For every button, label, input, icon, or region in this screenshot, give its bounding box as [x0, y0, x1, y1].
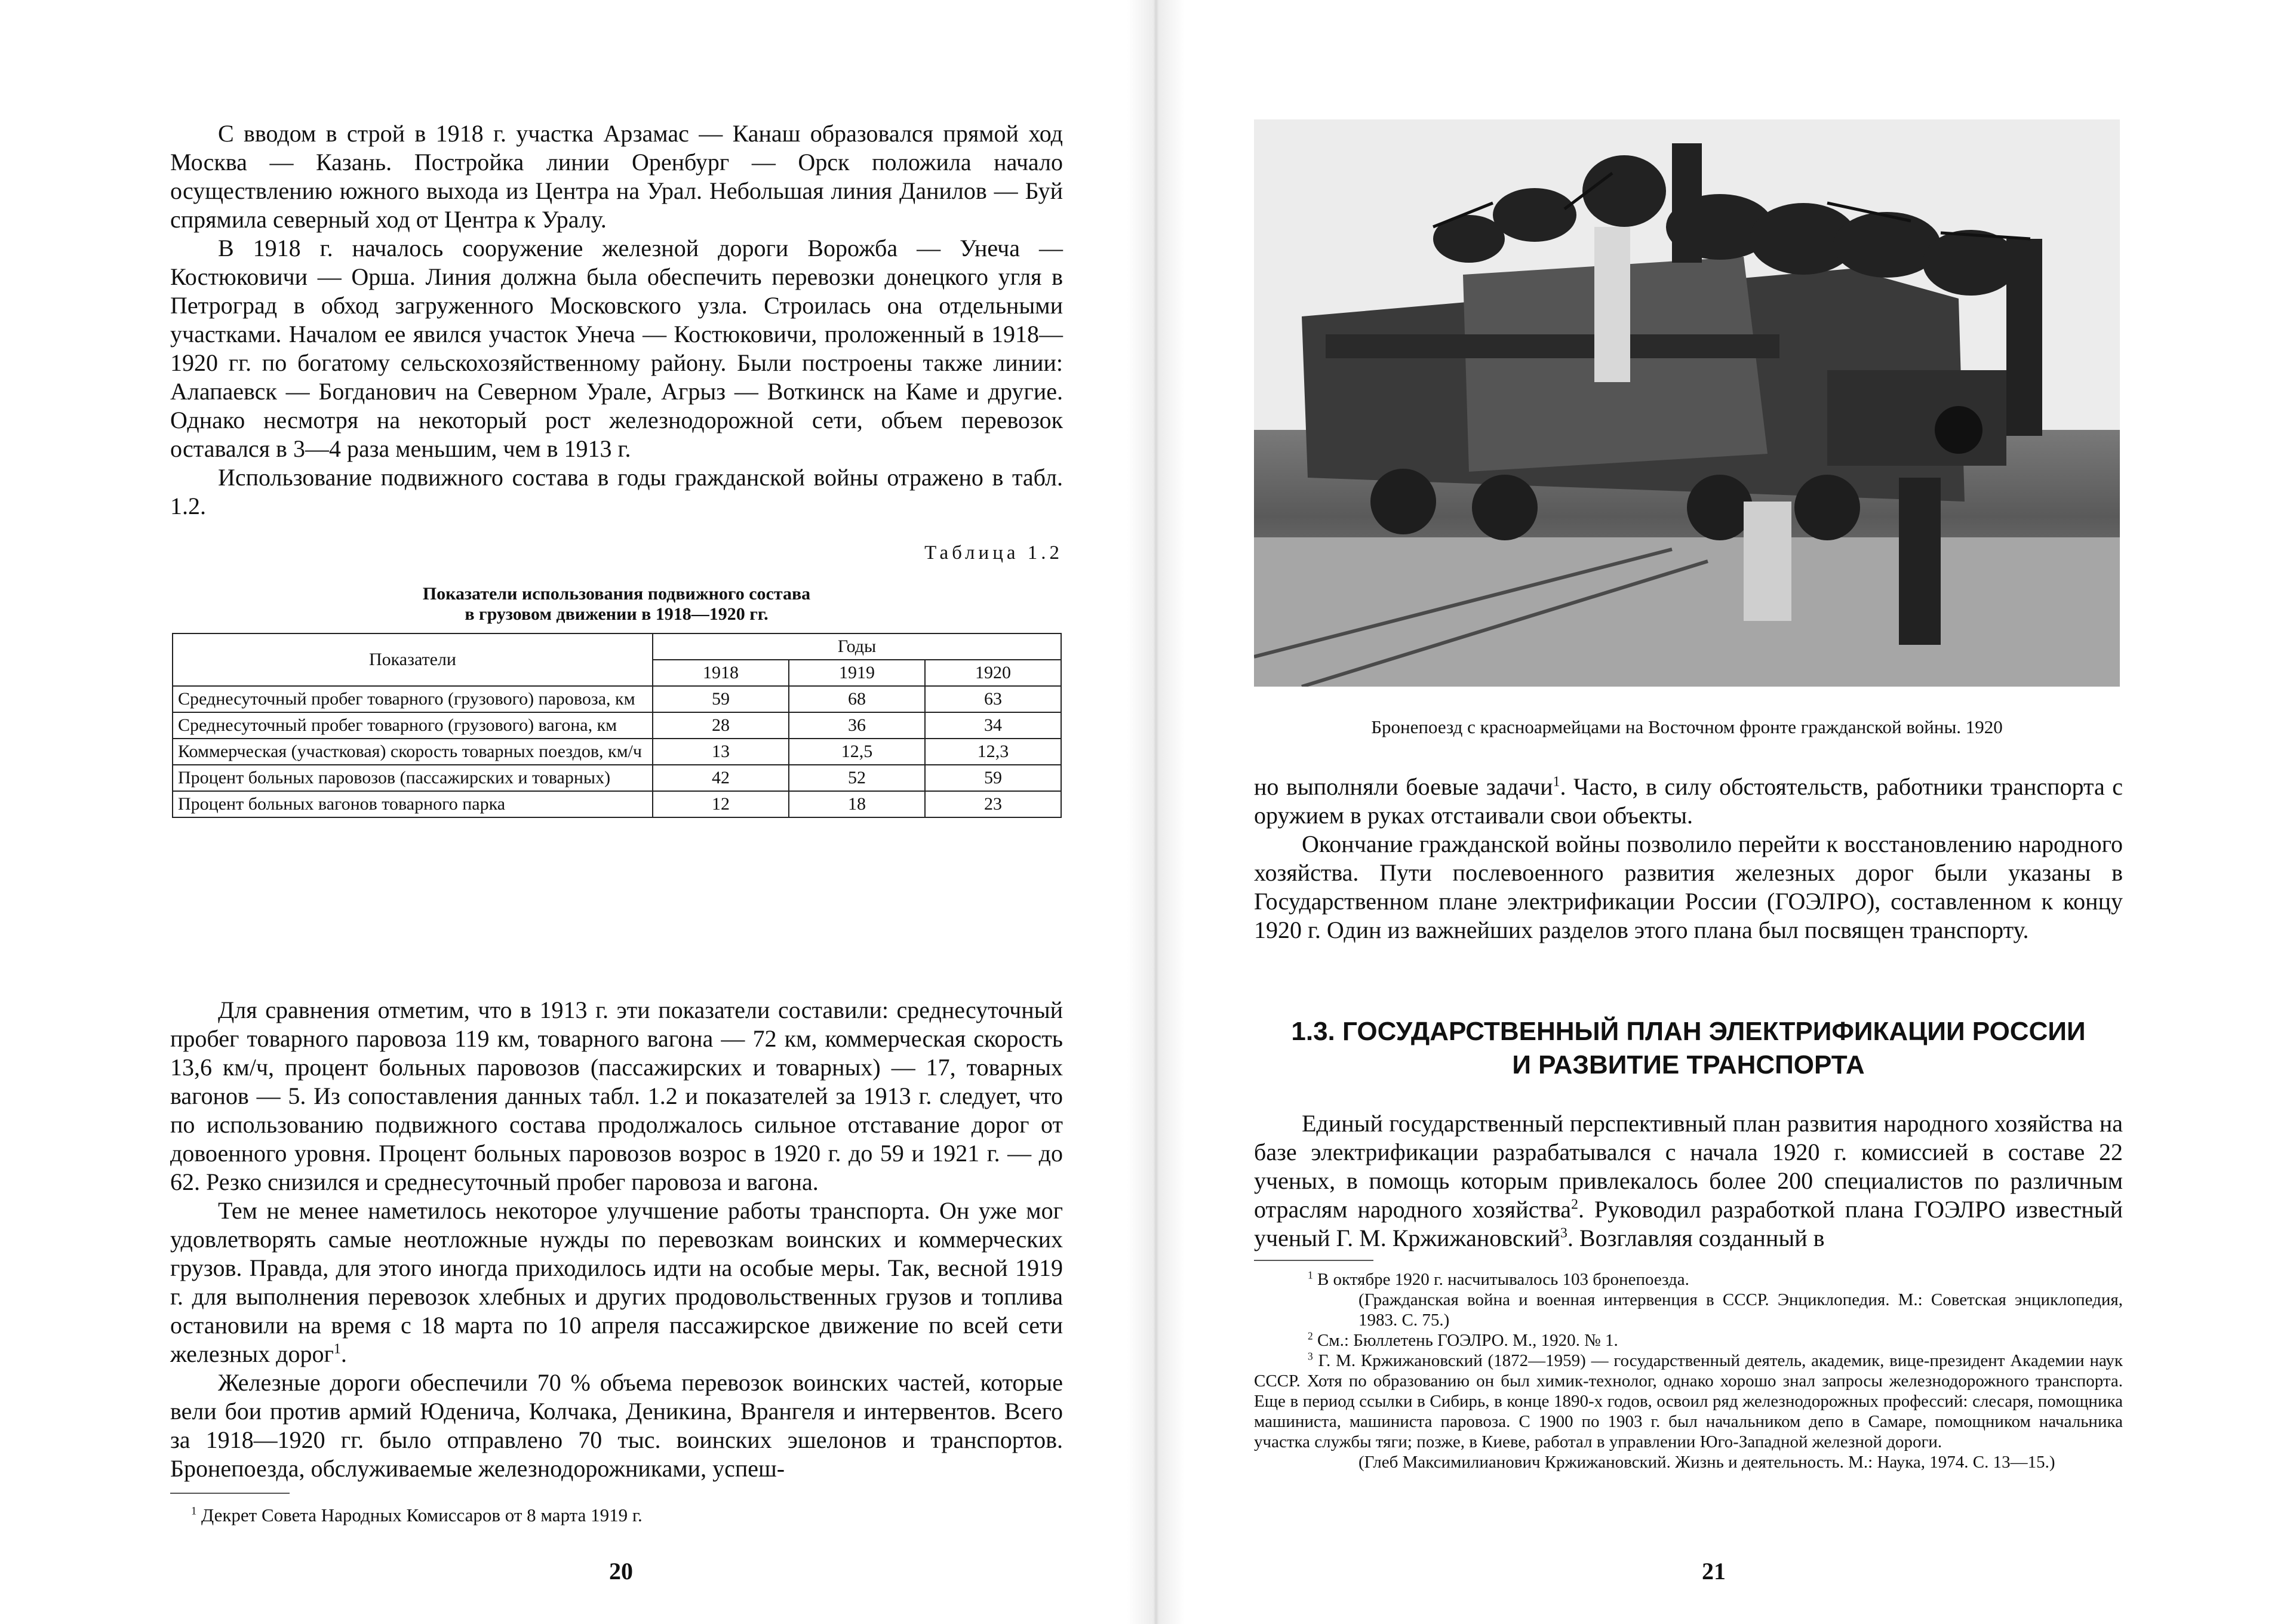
- table-row: [173, 791, 1061, 817]
- footnote-marker: 3: [1308, 1350, 1313, 1362]
- table-header-year: 1918: [653, 660, 789, 686]
- footnote-text: См.: Бюллетень ГОЭЛРО. М., 1920. № 1.: [1317, 1331, 1618, 1350]
- footnote-marker: 1: [333, 1341, 341, 1357]
- paragraph: В 1918 г. началось сооружение железной дороги Ворожба — Унеча — Костюковичи — Орша. Линия должна была обеспечить перевозки донецкого угля в Петроград в обход загруженного Московского узла. Строилась она отдельными участками. Началом ее явился участок Унеча — Костюковичи, проложенный в 1918—1920 гг. по богатому сельскохозяйственному району. Были построены также линии: Алапаевск — Богданович на Северном Урале, Агрыз — Воткинск на Каме и другие. Однако несмотря на некоторый рост железнодорожной сети, объем перевозок оставался в 3—4 раза меньшим, чем в 1913 г.: [170, 235, 1063, 462]
- table-cell: 68: [789, 686, 925, 712]
- left-body-top: [170, 119, 1063, 521]
- paragraph-text: . Руководил разработкой плана ГОЭЛРО известный ученый Г. М. Кржижановский: [1254, 1196, 2123, 1251]
- table-cell-label: Коммерческая (участковая) скорость товарных поездов, км/ч: [173, 739, 653, 765]
- table-cell: 36: [789, 712, 925, 739]
- footnote-marker: 1: [1308, 1269, 1313, 1281]
- footnote-marker: 2: [1570, 1197, 1578, 1213]
- paragraph-text: . Возглавляя созданный в: [1567, 1225, 1825, 1251]
- page-number: 21: [1702, 1558, 1726, 1585]
- table-cell: 59: [925, 765, 1061, 791]
- table-cell: 23: [925, 791, 1061, 817]
- footnote-source: (Гражданская война и военная интервенция в СССР. Энциклопедия. М.: Советская энциклопедия, 1983. С. 75.): [1358, 1290, 2123, 1330]
- table-cell: 12: [653, 791, 789, 817]
- paragraph: [1254, 773, 2123, 830]
- paragraph: Для сравнения отметим, что в 1913 г. эти показатели составили: среднесуточный пробег товарного паровоза 119 км, товарного вагона — 72 км, коммерческая скорость 13,6 км/ч, процент больных паровозов (пассажирских и товарных) — 17, товарных вагонов — 5. Из сопоставления данных табл. 1.2 и показателей за 1913 г. следует, что по использованию подвижного состава продолжалось сильное отставание дорог от довоенного уровня. Процент больных паровозов возрос в 1920 г. до 59 и 1921 г. — до 62. Резко снизился и среднесуточный пробег паровоза и вагона.: [170, 996, 1063, 1195]
- footnote-marker: 2: [1308, 1330, 1313, 1342]
- table-cell-label: Среднесуточный пробег товарного (грузового) паровоза, км: [173, 686, 653, 712]
- footnote-marker: 3: [1560, 1225, 1567, 1241]
- table-cell: 42: [653, 765, 789, 791]
- right-body-top: [1254, 773, 2123, 945]
- footnote-marker: 1: [191, 1505, 197, 1518]
- paragraph-text: Единый государственный перспективный план развития народного хозяйства на базе электрификации разрабатывался с начала 1920 г. комиссией в составе 22 ученых, в помощь которым привлекалось более 200 специалистов по различным отраслям народного хозяйства: [1254, 1110, 2123, 1223]
- paragraph-text: Тем не менее наметилось некоторое улучшение работы транспорта. Он уже мог удовлетворять самые неотложные нужды по перевозкам воинских и коммерческих грузов. Правда, для этого иногда приходилось идти на особые меры. Так, весной 1919 г. для выполнения перевозок хлебных и других продовольственных грузов и топлива остановили на время с 18 марта по 10 апреля пассажирское движение по всей сети железных дорог: [170, 1197, 1063, 1367]
- table-cell: 34: [925, 712, 1061, 739]
- table-cell: 52: [789, 765, 925, 791]
- table-header-row: [173, 633, 1061, 660]
- paragraph: Окончание гражданской войны позволило перейти к восстановлению народного хозяйства. Пути послевоенного развития железных дорог были указаны в Государственном плане электрификации России (ГОЭЛРО), составленном к концу 1920 г. Один из важнейших разделов этого плана был посвящен транспорту.: [1254, 831, 2123, 943]
- table-label: Таблица 1.2: [924, 542, 1063, 564]
- table-title: [170, 584, 1063, 625]
- footnote-rule: [170, 1493, 290, 1494]
- table-cell: 59: [653, 686, 789, 712]
- footnote: [1254, 1351, 2123, 1452]
- table-cell: 28: [653, 712, 789, 739]
- table-cell: 63: [925, 686, 1061, 712]
- paragraph: Тем не менее наметилось некоторое улучшение работы транспорта. Он уже мог удовлетворять самые неотложные нужды по перевозкам воинских и коммерческих грузов. Правда, для этого иногда приходилось идти на особые меры. Так, весной 1919 г. для выполнения перевозок хлебных и других продовольственных грузов и топлива остановили на время с 18 марта по 10 апреля пассажирское движение по всей сети железных дорог$^1$.: [170, 1197, 1063, 1367]
- footnote: [1254, 1330, 2123, 1351]
- table-cell: 12,5: [789, 739, 925, 765]
- table-header-year: 1920: [925, 660, 1061, 686]
- footnote-source: (Глеб Максимилианович Кржижановский. Жизнь и деятельность. М.: Наука, 1974. С. 13—15.): [1358, 1453, 2055, 1472]
- footnote-text: Декрет Совета Народных Комиссаров от 8 марта 1919 г.: [201, 1505, 643, 1525]
- table-cell-label: Процент больных вагонов товарного парка: [173, 791, 653, 817]
- table-cell-label: Среднесуточный пробег товарного (грузового) вагона, км: [173, 712, 653, 739]
- section-heading-line: И РАЗВИТИЕ ТРАНСПОРТА: [1512, 1050, 1865, 1079]
- paragraph: Железные дороги обеспечили 70 % объема перевозок воинских частей, которые вели бои против армий Юденича, Колчака, Деникина, Врангеля и интервентов. Всего за 1918—1920 гг. было отправлено 70 тыс. воинских эшелонов и транспортов. Бронепоезда, обслуживаемые железнодорожниками, успеш-: [170, 1369, 1063, 1482]
- paragraph: С вводом в строй в 1918 г. участка Арзамас — Канаш образовался прямой ход Москва — Казань. Постройка линии Оренбург — Орск положила начало осуществлению южного выхода из Центра на Урал. Небольшая линия Данилов — Буй спрямила северный ход от Центра к Уралу.: [170, 120, 1063, 233]
- footnote: [1254, 1269, 2123, 1290]
- paragraph: Использование подвижного состава в годы гражданской войны отражено в табл. 1.2.: [170, 464, 1063, 519]
- table-header-year: 1919: [789, 660, 925, 686]
- left-body-bottom: [170, 996, 1063, 1483]
- table-header-years: Годы: [653, 633, 1061, 660]
- table-cell-label: Процент больных паровозов (пассажирских и товарных): [173, 765, 653, 791]
- paragraph-text: но выполняли боевые задачи: [1254, 773, 1553, 800]
- indicators-table: [172, 633, 1062, 818]
- table-row: [173, 739, 1061, 765]
- table-header-indicator: Показатели: [173, 633, 653, 686]
- paragraph-text: . Часто, в силу обстоятельств, работники транспорта с оружием в руках отстаивали свои объекты.: [1254, 773, 2123, 829]
- right-body-bottom: [1254, 1109, 2123, 1253]
- table-cell: 12,3: [925, 739, 1061, 765]
- footnote: [191, 1505, 643, 1526]
- section-heading-line: 1.3. ГОСУДАРСТВЕННЫЙ ПЛАН ЭЛЕКТРИФИКАЦИИ РОССИИ: [1291, 1017, 2086, 1046]
- left-page: [0, 0, 1146, 1624]
- footnote-text: Г. М. Кржижановский (1872—1959) — государственный деятель, академик, вице-президент Академии наук СССР. Хотя по образованию он был химик-технолог, однако хорошо знал запросы железнодорожного транспорта. Еще в период ссылки в Сибирь, в конце 1890-х годов, освоил ряд железнодорожных профессий: слесаря, помощника машиниста, машиниста паровоза. С 1900 по 1903 г. был начальником депо в Самаре, помощником начальника участка службы тяги; позже, в Киеве, работал в управлении Юго-Западной железной дороги.: [1254, 1351, 2123, 1451]
- right-page: [1146, 0, 2293, 1624]
- table-cell: 13: [653, 739, 789, 765]
- paragraph: [1254, 1109, 2123, 1253]
- armored-train-illustration: [1254, 119, 2120, 687]
- table-cell: 18: [789, 791, 925, 817]
- photo-caption: Бронепоезд с красноармейцами на Восточном фронте гражданской войны. 1920: [1371, 716, 2003, 737]
- footnote-rule: [1254, 1260, 1373, 1261]
- armored-train-photo: [1254, 119, 2120, 687]
- table-row: [173, 686, 1061, 712]
- table-title-line: Показатели использования подвижного состава: [422, 584, 811, 604]
- page-number: 20: [609, 1558, 633, 1585]
- footnotes: [1254, 1269, 2123, 1472]
- table-row: [173, 712, 1061, 739]
- table-title-line: в грузовом движении в 1918—1920 гг.: [465, 604, 769, 624]
- table-row: [173, 765, 1061, 791]
- section-heading: [1254, 1015, 2123, 1082]
- footnote-text: В октябре 1920 г. насчитывалось 103 бронепоезда.: [1317, 1270, 1689, 1289]
- footnote-marker: 1: [1553, 774, 1560, 790]
